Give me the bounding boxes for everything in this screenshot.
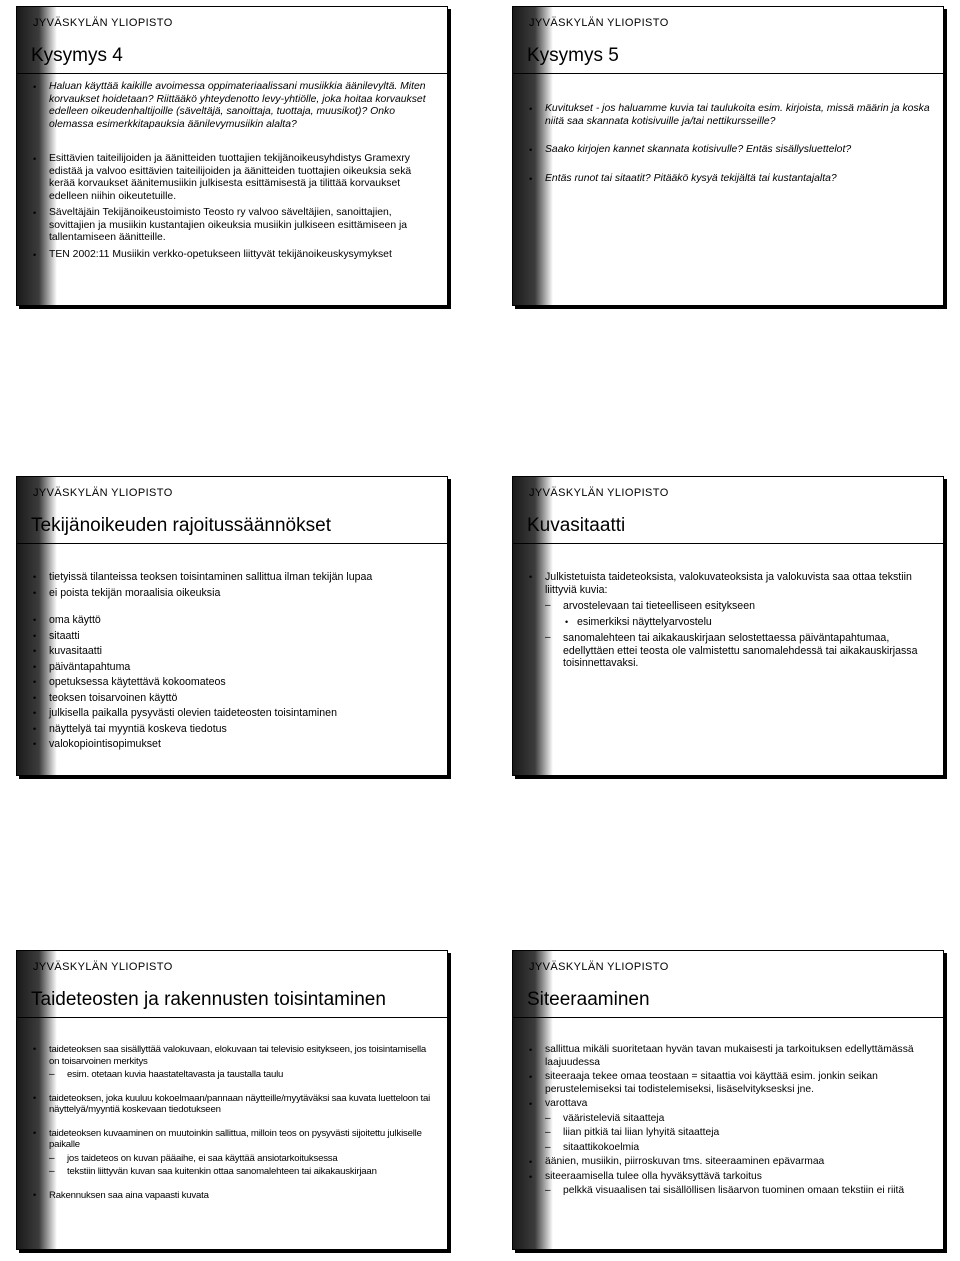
bullet-teosto: • Säveltäjäin Tekijänoikeustoimisto Teosto ry valvoo säveltäjien, sanoittajien, sovittajien ja musiikin kustantajien oikeuksia musiikin julkiseen esittämiseen ja tallentamiseen äänitteille. [31, 207, 435, 245]
title-divider [17, 73, 447, 74]
bullet-item: • varottava [527, 1098, 931, 1111]
bullet-item: • taideteoksen, joka kuuluu kokoelmaan/pannaan näytteille/myytäväksi saa kuvata luetteloon tai näyttelyä/myyntiä koskevaan tiedotukseen [31, 1093, 435, 1116]
bullet-item: • äänien, musiikin, piirroskuvan tms. siteeraaminen epävarmaa [527, 1156, 931, 1169]
slide-content [527, 571, 931, 670]
slide-title: Tekijänoikeuden rajoitussäännökset [31, 515, 331, 536]
bullet-item: • Rakennuksen saa aina vapaasti kuvata [31, 1190, 435, 1202]
bullet-item: • näyttelyä tai myyntiä koskeva tiedotus [31, 723, 435, 736]
sub-bullet-item: • esimerkiksi näyttelyarvostelu [527, 616, 931, 629]
university-name: JYVÄSKYLÄN YLIOPISTO [529, 487, 669, 499]
slide-kysymys-5 [512, 6, 944, 306]
bullet-item: • siteeraamisella tulee olla hyväksyttävä tarkoitus [527, 1171, 931, 1184]
bullet-item: • opetuksessa käytettävä kokoomateos [31, 676, 435, 689]
dash-item: – vääristeleviä sitaatteja [527, 1113, 931, 1126]
slide-kysymys-4 [16, 6, 448, 306]
bullet-item: • taideteoksen saa sisällyttää valokuvaan, elokuvaan tai televisio esitykseen, jos toisintamisella on toisarvoinen merkitys [31, 1044, 435, 1067]
bullet-item: • taideteoksen kuvaaminen on muutoinkin sallittua, milloin teos on pysyvästi sijoitettu julkiselle paikalle [31, 1128, 435, 1151]
slide-title: Kysymys 4 [31, 45, 123, 66]
dash-item: – pelkkä visuaalisen tai sisällöllisen lisäarvon tuominen omaan tekstiin ei riitä [527, 1185, 931, 1198]
university-name: JYVÄSKYLÄN YLIOPISTO [33, 961, 173, 973]
bullet-runot: • Entäs runot tai sitaatit? Pitääkö kysyä tekijältä tai kustantajalta? [527, 173, 931, 186]
bullet-item: • kuvasitaatti [31, 645, 435, 658]
title-divider [513, 1017, 943, 1018]
university-name: JYVÄSKYLÄN YLIOPISTO [529, 961, 669, 973]
bullet-item: • sallittua mikäli suoritetaan hyvän tavan mukaisesti ja tarkoituksen edellyttämässä laajuudessa [527, 1044, 931, 1069]
university-name: JYVÄSKYLÄN YLIOPISTO [33, 487, 173, 499]
bullet-item: • valokopiointisopimukset [31, 738, 435, 751]
dash-item: – arvostelevaan tai tieteelliseen esitykseen [527, 600, 931, 613]
slide-taideteosten-toisintaminen [16, 950, 448, 1250]
bullet-kannet: • Saako kirjojen kannet skannata kotisivulle? Entäs sisällysluettelot? [527, 144, 931, 157]
bullet-question: • Haluan käyttää kaikille avoimessa oppimateriaalissani musiikkia äänilevyltä. Miten korvaukset hoidetaan? Riittääkö yhteydenotto levy-yhtiölle, joka hoitaa korvaukset edelleen oikeudenhaltijoille (säveltäjä, sanoittaja, tuottaja, muusikot)? Onko olemassa esimerkkitapauksia äänilevymusiikin alalta? [31, 81, 435, 131]
title-divider [17, 543, 447, 544]
university-name: JYVÄSKYLÄN YLIOPISTO [33, 17, 173, 29]
title-divider [17, 1017, 447, 1018]
slide-title: Siteeraaminen [527, 989, 650, 1010]
slide-content [527, 1044, 931, 1198]
slide-content [31, 81, 435, 261]
slide-siteeraaminen [512, 950, 944, 1250]
bullet-kuvitukset: • Kuvitukset - jos haluamme kuvia tai taulukoita esim. kirjoista, missä määrin ja koska niitä saa skannata kotisivuille ja/tai nettikursseille? [527, 103, 931, 128]
dash-item: – liian pitkiä tai liian lyhyitä sitaatteja [527, 1127, 931, 1140]
bullet-item: • oma käyttö [31, 614, 435, 627]
bullet-item: • teoksen toisarvoinen käyttö [31, 692, 435, 705]
bullet-gramex: • Esittävien taiteilijoiden ja äänitteiden tuottajien tekijänoikeusyhdistys Gramexry edistää ja valvoo esittävien taiteilijoiden ja äänitteiden tuottajien oikeuksia sekä kerää korvaukset äänitemusiikin julkisesta esittämisestä ja tilittää korvaukset edelleen niihin oikeutetuille. [31, 153, 435, 203]
slide-content [527, 103, 931, 185]
bullet-ten: • TEN 2002:11 Musiikin verkko-opetukseen liittyvät tekijänoikeuskysymykset [31, 249, 435, 262]
bullet-item: • sitaatti [31, 630, 435, 643]
bullet-item: • julkisella paikalla pysyvästi olevien taideteosten toisintaminen [31, 707, 435, 720]
dash-item: – sitaattikokoelmia [527, 1142, 931, 1155]
bullet-item: • ei poista tekijän moraalisia oikeuksia [31, 587, 435, 600]
slide-title: Kysymys 5 [527, 45, 619, 66]
slide-rajoitussaannokset [16, 476, 448, 776]
bullet-item: • Julkistetuista taideteoksista, valokuvateoksista ja valokuvista saa ottaa tekstiin liittyviä kuvia: [527, 571, 931, 596]
dash-item: – tekstiin liittyvän kuvan saa kuitenkin ottaa sanomalehteen tai aikakauskirjaan [31, 1166, 435, 1178]
slide-title: Taideteosten ja rakennusten toisintaminen [31, 989, 386, 1010]
slide-kuvasitaatti [512, 476, 944, 776]
dash-item: – jos taideteos on kuvan pääaihe, ei saa käyttää ansiotarkoituksessa [31, 1153, 435, 1165]
title-divider [513, 73, 943, 74]
title-divider [513, 543, 943, 544]
slide-content [31, 571, 435, 751]
dash-item: – esim. otetaan kuvia haastateltavasta ja taustalla taulu [31, 1069, 435, 1081]
bullet-item: • päiväntapahtuma [31, 661, 435, 674]
slide-title: Kuvasitaatti [527, 515, 626, 536]
bullet-item: • tietyissä tilanteissa teoksen toisintaminen sallittua ilman tekijän lupaa [31, 571, 435, 584]
university-name: JYVÄSKYLÄN YLIOPISTO [529, 17, 669, 29]
slide-content [31, 1044, 435, 1201]
bullet-item: • siteeraaja tekee omaa teostaan = sitaattia voi käyttää esim. jonkin seikan perustelemiseksi tai todistelemiseksi, lisäselvityksesksi jne. [527, 1071, 931, 1096]
dash-item: – sanomalehteen tai aikakauskirjaan selostettaessa päiväntapahtumaa, edellyttäen ettei teosta ole valmistettu sanomalehdessä tai aikakauskirjassa toisinnettavaksi. [527, 632, 931, 670]
